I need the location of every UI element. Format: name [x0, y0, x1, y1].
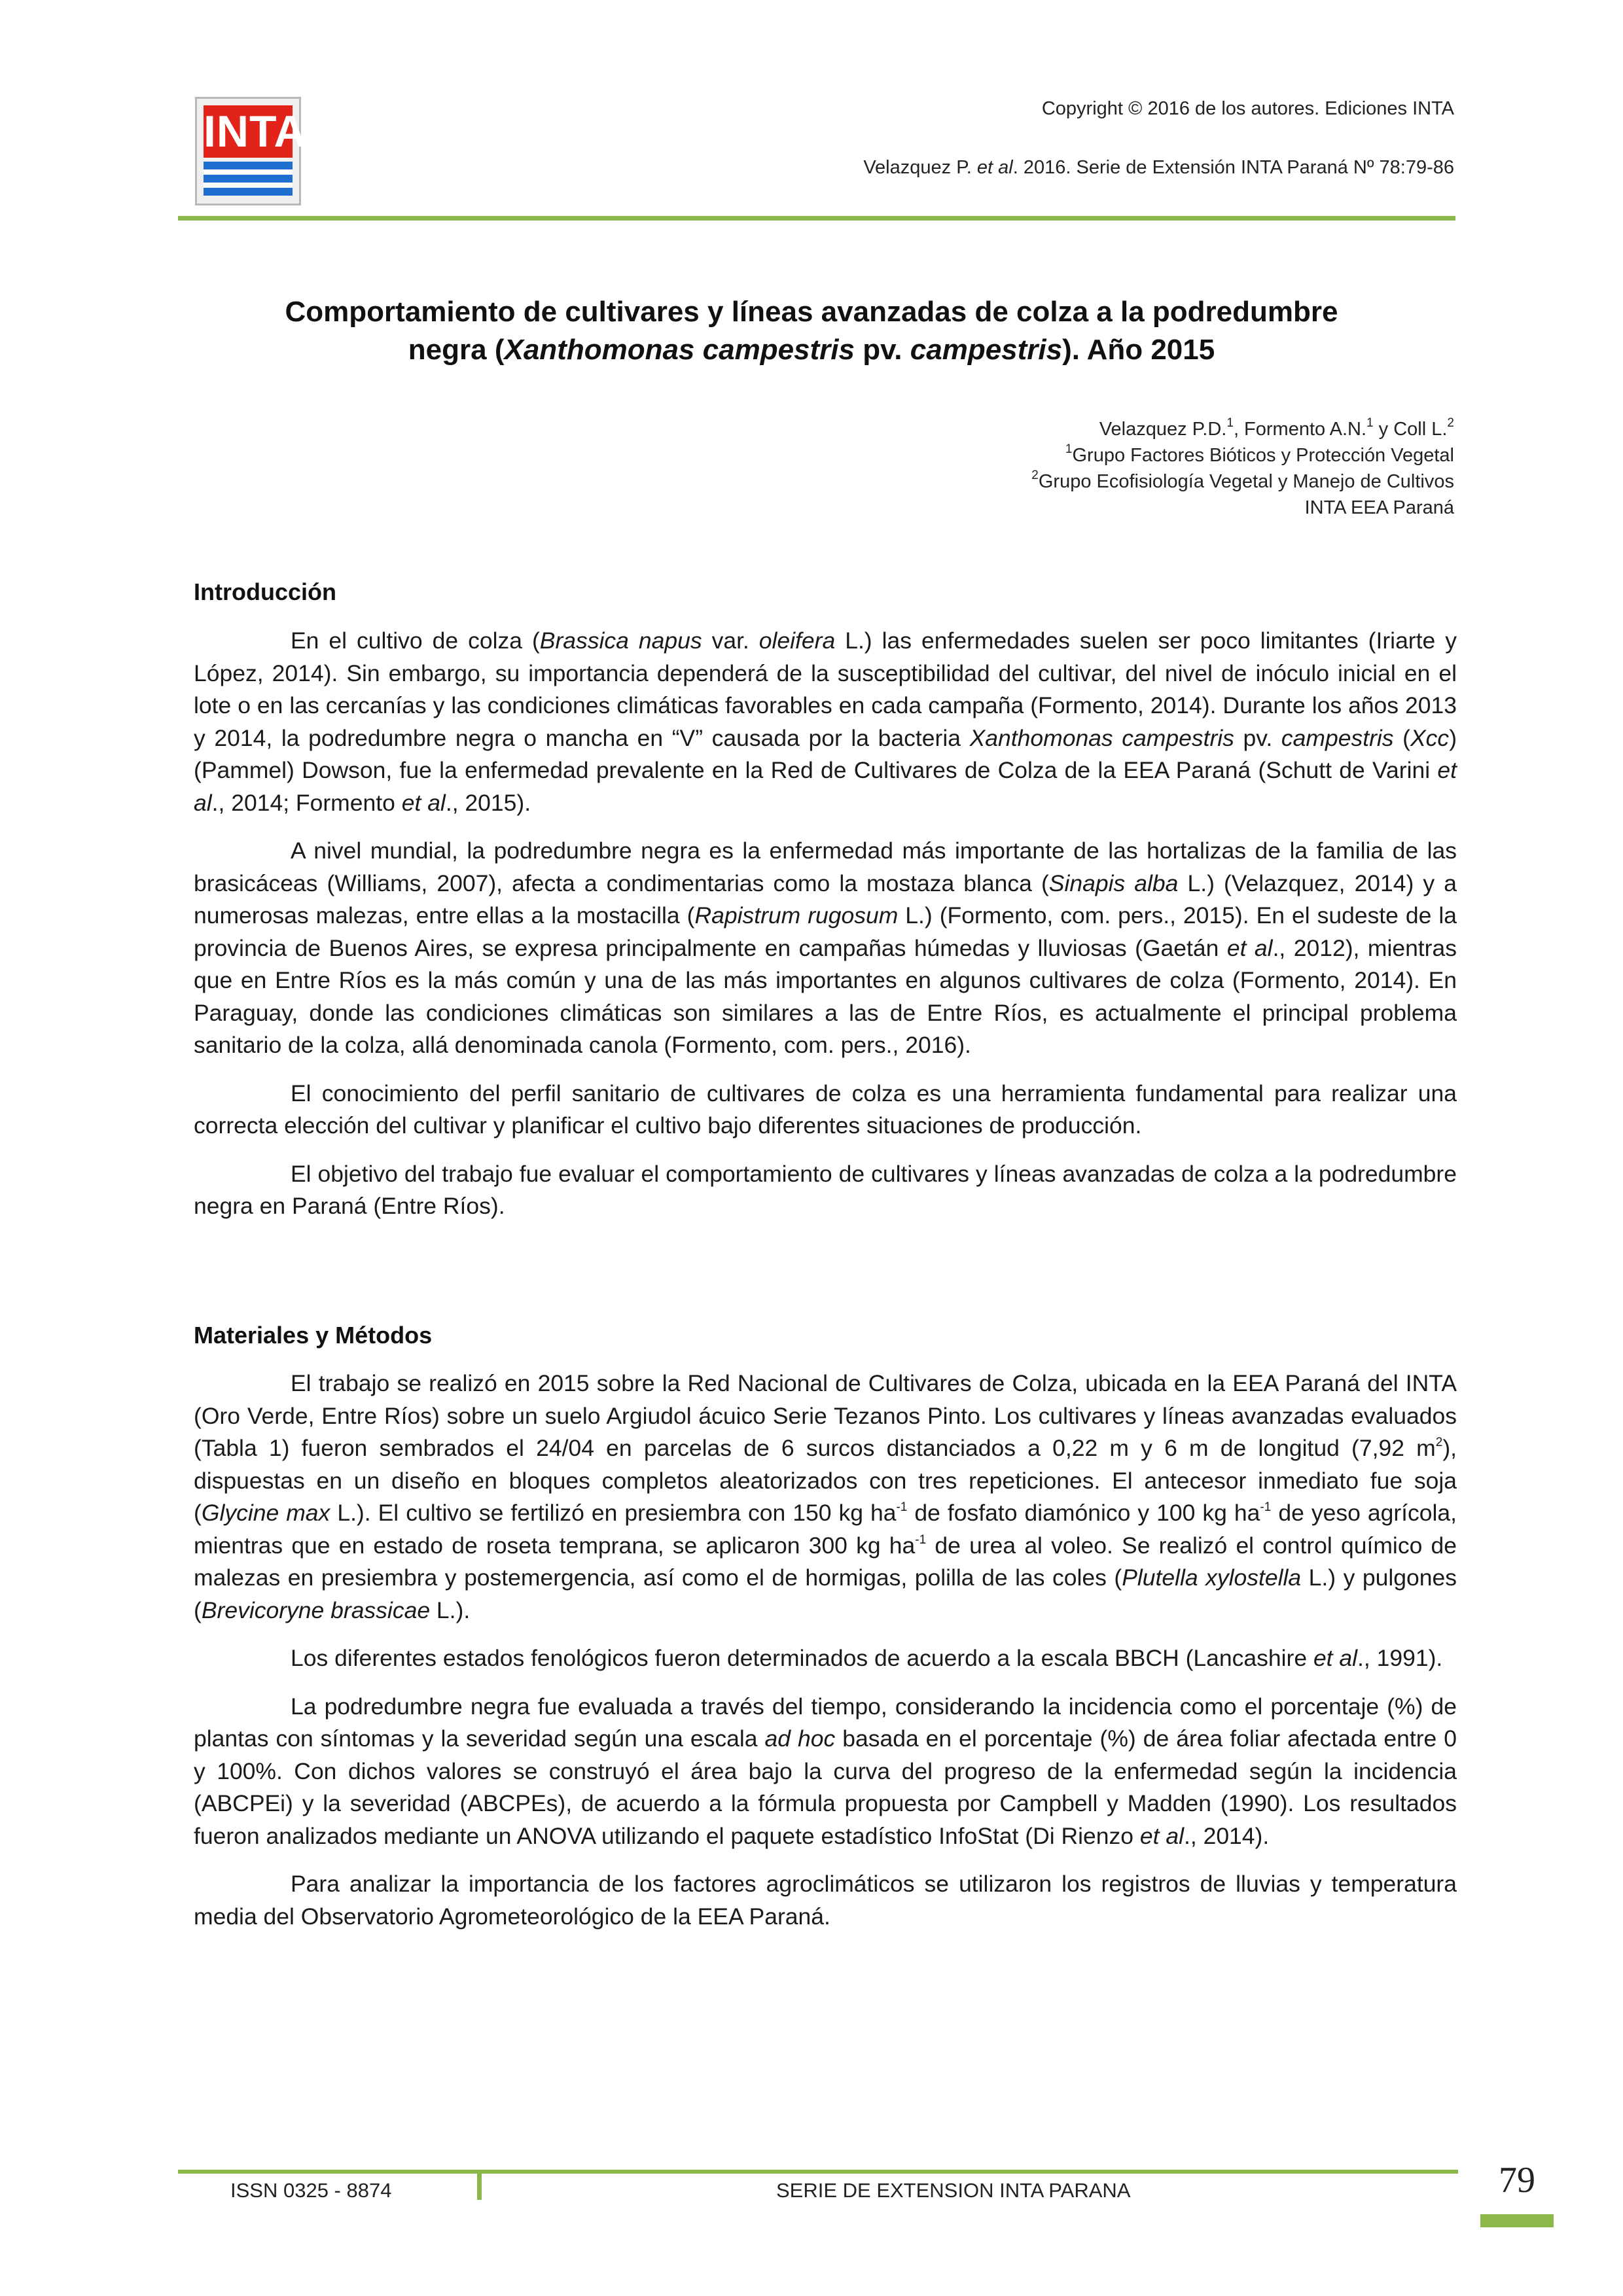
footer-series: SERIE DE EXTENSION INTA PARANA [776, 2179, 1131, 2202]
methods-heading: Materiales y Métodos [194, 1322, 433, 1349]
logo-text: INTA [204, 107, 307, 156]
logo-stripe [204, 188, 293, 196]
logo-stripe [204, 175, 293, 183]
author-names: Velazquez P.D.$^1$, Formento A.N.$^1$ y Coll L.$^2$ [1099, 416, 1454, 440]
intro-heading: Introducción [194, 578, 336, 605]
intro-paragraph-3: El conocimiento del perfil sanitario de cultivares de colza es una herramienta fundamental para realizar una correcta elección del cultivar y planificar el cultivo bajo diferentes situaciones de producción. [194, 1080, 1457, 1139]
methods-paragraph-2: Los diferentes estados fenológicos fueron determinados de acuerdo a la escala BBCH (Lancashire et al., 1991). [291, 1645, 1443, 1671]
header-rule [178, 216, 1455, 221]
page-number-block [1480, 2214, 1554, 2227]
logo-stripe [204, 162, 293, 169]
methods-paragraph-1: El trabajo se realizó en 2015 sobre la Red Nacional de Cultivares de Colza, ubicada en la EEA Paraná del INTA (Oro Verde, Entre Ríos) sobre un suelo Argiudol ácuico Serie Tezanos Pinto. Los cultivares y líneas avanzadas evaluados (Tabla 1) fueron sembrados el 24/04 en parcelas de 6 surcos distanciados a 0,22 m y 6 m de longitud (7,92 $m^2$), dispuestas en un diseño en bloques completos aleatorizados con tres repeticiones. El antecesor inmediato fue soja (Glycine max L.). El cultivo se fertilizó en presiembra con 150 kg $ha^{-1}$ de fosfato diamónico y 100 kg $ha^{-1}$ de yeso agrícola, mientras que en estado de roseta temprana, se aplicaron 300 kg $ha^{-1}$ de urea al voleo. Se realizó el control químico de malezas en presiembra y postemergencia, así como el de hormigas, polilla de las coles (Plutella xylostella L.) y pulgones (Brevicoryne brassicae L.). [194, 1370, 1457, 1623]
copyright-line: Copyright © 2016 de los autores. Ediciones INTA [1041, 98, 1454, 119]
intro-paragraph-2: A nivel mundial, la podredumbre negra es la enfermedad más importante de las hortalizas de la familia de las brasicáceas (Williams, 2007), afecta a condimentarias como la mostaza blanca (Sinapis alba L.) (Velazquez, 2014) y a numerosas malezas, entre ellas a la mostacilla (Rapistrum rugosum L.) (Formento, com. pers., 2015). En el sudeste de la provincia de Buenos Aires, se expresa principalmente en campañas húmedas y lluviosas (Gaetán et al., 2012), mientras que en Entre Ríos es la más común y una de las más importantes en algunos cultivares de colza (Formento, 2014). En Paraguay, donde las condiciones climáticas son similares a las de Entre Ríos, es actualmente el principal problema sanitario de la colza, allá denominada canola (Formento, com. pers., 2016). [194, 838, 1457, 1058]
institution: INTA EEA Paraná [1304, 497, 1454, 518]
citation-line: Velazquez P. et al. 2016. Serie de Extensión INTA Paraná Nº 78:79-86 [863, 157, 1454, 178]
affiliation-2: $^2$Grupo Ecofisiología Vegetal y Manejo de Cultivos [1031, 468, 1454, 492]
methods-paragraph-3: La podredumbre negra fue evaluada a través del tiempo, considerando la incidencia como el porcentaje (%) de plantas con síntomas y la severidad según una escala ad hoc basada en el porcentaje (%) de área foliar afectada entre 0 y 100%. Con dichos valores se construyó el área bajo la curva del progreso de la enfermedad según la incidencia (ABCPEi) y la severidad (ABCPEs), de acuerdo a la fórmula propuesta por Campbell y Madden (1990). Los resultados fueron analizados mediante un ANOVA utilizando el paquete estadístico InfoStat (Di Rienzo et al., 2014). [194, 1693, 1457, 1849]
footer-divider [477, 2170, 482, 2200]
methods-body [194, 1368, 1457, 1949]
paper-title: Comportamiento de cultivares y líneas avanzadas de colza a la podredumbre negra (Xanthomonas campestris pv. campestris). Año 2015 [285, 296, 1338, 366]
page-number: 79 [1499, 2160, 1535, 2200]
logo-gap [204, 183, 293, 188]
footer-rule [178, 2170, 482, 2174]
intro-paragraph-4: El objetivo del trabajo fue evaluar el comportamiento de cultivares y líneas avanzadas de colza a la podredumbre negra en Paraná (Entre Ríos). [194, 1160, 1457, 1219]
authors-block [669, 416, 1454, 521]
logo-gap [204, 169, 293, 175]
footer-issn: ISSN 0325 - 8874 [230, 2179, 392, 2202]
methods-paragraph-4: Para analizar la importancia de los factores agroclimáticos se utilizaron los registros de lluvias y temperatura media del Observatorio Agrometeorológico de la EEA Paraná. [194, 1871, 1457, 1930]
intro-paragraph-1: En el cultivo de colza (Brassica napus var. oleifera L.) las enfermedades suelen ser poco limitantes (Iriarte y López, 2014). Sin embargo, su importancia dependerá de la susceptibilidad del cultivar, del nivel de inóculo inicial en el lote o en las cercanías y las condiciones climáticas favorables en cada campaña (Formento, 2014). Durante los años 2013 y 2014, la podredumbre negra o mancha en “V” causada por la bacteria Xanthomonas campestris pv. campestris (Xcc) (Pammel) Dowson, fue la enfermedad prevalente en la Red de Cultivares de Colza de la EEA Paraná (Schutt de Varini et al., 2014; Formento et al., 2015). [194, 627, 1457, 816]
intro-body [194, 625, 1457, 1239]
inta-logo [195, 97, 307, 205]
footer-rule [482, 2170, 1458, 2174]
affiliation-1: $^1$Grupo Factores Bióticos y Protección Vegetal [1065, 442, 1454, 466]
